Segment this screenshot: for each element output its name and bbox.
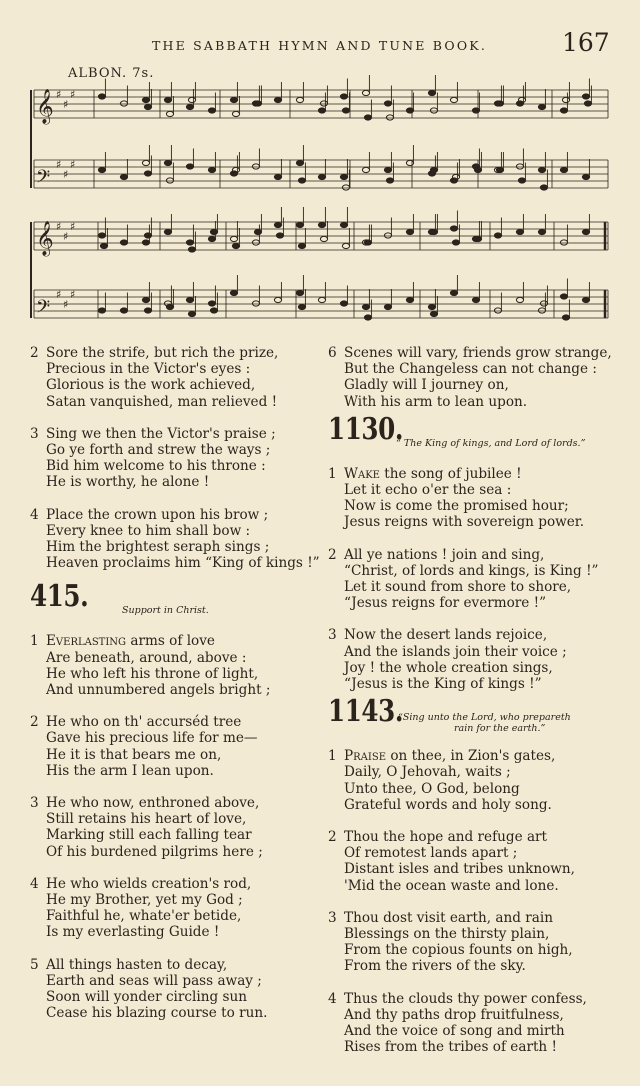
verse-line: Blessings on the thirsty plain, — [344, 926, 550, 943]
note-head — [450, 97, 457, 102]
line-text: Sore the strife, but rich the prize, — [46, 345, 279, 361]
note-head — [450, 290, 457, 295]
verse-line: “Jesus is the King of kings !” — [344, 676, 542, 693]
stanza — [30, 795, 320, 860]
verse-line: Gave his precious life for me— — [46, 730, 258, 747]
stanza — [30, 426, 320, 491]
verse-line — [328, 991, 628, 1007]
verse-line — [30, 795, 320, 811]
line-text: Thou dost visit earth, and rain — [344, 909, 553, 926]
note-head — [120, 174, 127, 179]
note-head — [254, 101, 261, 106]
note-head — [428, 90, 435, 95]
note-head — [188, 247, 195, 252]
hymn-title: rain for the earth.” — [454, 723, 546, 735]
line-text: Thou the hope and refuge art — [344, 829, 548, 846]
verse-line: Of his burdened pilgrims here ; — [46, 843, 263, 860]
verse-line: Distant isles and tribes unknown, — [344, 861, 575, 878]
note-head — [320, 101, 327, 106]
stanza — [30, 714, 320, 779]
verse-line: Now is come the promised hour; — [344, 498, 569, 515]
verse-line: Cease his blazing course to run. — [46, 1005, 268, 1022]
note-head — [496, 101, 503, 106]
note-head — [276, 233, 283, 238]
verse-line: Daily, O Jehovah, waits ; — [344, 764, 511, 781]
verse-line: He my Brother, yet my God ; — [46, 892, 243, 909]
note-head — [274, 297, 281, 302]
stanza-number: 4 — [30, 506, 39, 523]
note-head — [428, 304, 435, 309]
stanza-number: 1 — [328, 465, 337, 482]
stanza — [328, 829, 628, 894]
sharp-sign: ♯ — [56, 88, 62, 101]
note-head — [320, 236, 327, 241]
verse-line — [328, 829, 628, 845]
line-text: Place the crown upon his brow ; — [46, 506, 269, 523]
verse-line: Him the brightest seraph sings ; — [46, 539, 270, 556]
stanza-number: 2 — [328, 829, 337, 846]
stanza-number: 3 — [328, 627, 337, 644]
sharp-sign: ♯ — [56, 220, 62, 233]
note-head — [296, 97, 303, 102]
note-head — [538, 308, 545, 313]
note-head — [210, 308, 217, 313]
stanza-number: 5 — [30, 956, 39, 973]
note-head — [472, 297, 479, 302]
sharp-sign: ♯ — [56, 288, 62, 301]
note-head — [560, 167, 567, 172]
stanza — [328, 910, 628, 975]
note-head — [430, 229, 437, 234]
note-head — [208, 108, 215, 113]
sharp-sign: ♯ — [70, 288, 76, 301]
verse-line: Go ye forth and strew the ways ; — [46, 442, 271, 459]
note-head — [208, 236, 215, 241]
note-head — [230, 290, 237, 295]
note-head — [450, 178, 457, 183]
verse-line: Heaven proclaims him “King of kings !” — [46, 555, 320, 572]
stanza — [328, 547, 628, 612]
hymn-1130-heading — [328, 411, 628, 460]
line-text: Thus the clouds thy power confess, — [344, 990, 587, 1007]
verse-line: Gladly will I journey on, — [344, 377, 509, 394]
right-column — [328, 345, 628, 1072]
note-head — [230, 236, 237, 241]
stanza — [328, 466, 628, 531]
note-head — [274, 222, 281, 227]
verse-line: From the copious founts on high, — [344, 942, 573, 959]
note-head — [164, 229, 171, 234]
note-head — [584, 101, 591, 106]
stanza — [30, 957, 320, 1022]
note-head — [274, 174, 281, 179]
note-head — [318, 108, 325, 113]
stanza-number: 1 — [328, 748, 337, 765]
note-head — [342, 185, 349, 190]
note-head — [386, 115, 393, 120]
verse-line — [328, 627, 628, 643]
verse-line: Every knee to him shall bow : — [46, 522, 251, 539]
note-head — [296, 290, 303, 295]
note-head — [318, 297, 325, 302]
verse-line: Still retains his heart of love, — [46, 811, 247, 828]
note-head — [340, 301, 347, 306]
note-head — [98, 233, 105, 238]
bass-clef: 𝄢 — [36, 167, 51, 192]
hymn-1143-heading — [328, 694, 628, 742]
verse-line — [328, 547, 628, 563]
verse-line: Let it echo o'er the sea : — [344, 482, 512, 499]
note-head — [208, 301, 215, 306]
note-head — [452, 240, 459, 245]
treble-clef: 𝄞 — [36, 89, 54, 124]
note-head — [166, 111, 173, 116]
note-head — [560, 240, 567, 245]
first-word: Wake — [344, 465, 380, 482]
note-head — [516, 101, 523, 106]
stanza — [30, 345, 320, 410]
note-head — [384, 233, 391, 238]
note-head — [142, 160, 149, 165]
note-head — [298, 178, 305, 183]
note-head — [274, 97, 281, 102]
note-head — [516, 164, 523, 169]
note-head — [406, 108, 413, 113]
note-head — [364, 240, 371, 245]
note-head — [208, 167, 215, 172]
note-head — [164, 97, 171, 102]
note-head — [362, 90, 369, 95]
line-text: All things hasten to decay, — [46, 956, 228, 973]
note-head — [98, 167, 105, 172]
note-head — [582, 229, 589, 234]
stanza — [328, 991, 628, 1056]
note-head — [166, 304, 173, 309]
verse-line: Glorious is the work achieved, — [46, 377, 256, 394]
verse-line — [30, 714, 320, 730]
note-head — [186, 240, 193, 245]
verse-line — [328, 466, 628, 482]
first-word: Everlasting — [46, 633, 127, 650]
verse-line — [30, 633, 320, 649]
stanza — [30, 876, 320, 941]
verse-line: Satan vanquished, man relieved ! — [46, 393, 278, 410]
verse-line — [30, 345, 320, 361]
verse-line: Marking still each falling tear — [46, 827, 252, 844]
verse-line: His the arm I lean upon. — [46, 762, 214, 779]
note-head — [582, 94, 589, 99]
verse-line: Of remotest lands apart ; — [344, 845, 518, 862]
hymn-title: “Sing unto the Lord, who prepareth — [398, 712, 571, 724]
note-head — [496, 167, 503, 172]
note-head — [494, 233, 501, 238]
note-head — [318, 174, 325, 179]
note-head — [120, 308, 127, 313]
verse-line: Bid him welcome to his throne : — [46, 458, 266, 475]
left-column — [30, 345, 320, 1038]
note-head — [342, 243, 349, 248]
verse-line: From the rivers of the sky. — [344, 958, 526, 975]
note-head — [232, 111, 239, 116]
note-head — [560, 294, 567, 299]
verse-line — [30, 426, 320, 442]
note-head — [342, 108, 349, 113]
sharp-sign: ♯ — [63, 298, 69, 311]
note-head — [364, 115, 371, 120]
note-head — [582, 297, 589, 302]
verse-line: Soon will yonder circling sun — [46, 989, 247, 1006]
verse-line — [30, 957, 320, 973]
stanza-number: 3 — [30, 795, 39, 812]
note-head — [384, 167, 391, 172]
note-head — [142, 97, 149, 102]
sharp-sign: ♯ — [70, 88, 76, 101]
note-head — [362, 304, 369, 309]
sharp-sign: ♯ — [63, 98, 69, 111]
first-line-rest: on thee, in Zion's gates, — [386, 748, 556, 765]
hymn-number: 1130. — [328, 411, 403, 447]
note-head — [538, 104, 545, 109]
stanza — [328, 345, 628, 410]
note-head — [384, 304, 391, 309]
stanza-number: 3 — [30, 425, 39, 442]
verse-line — [328, 748, 628, 764]
note-head — [166, 178, 173, 183]
note-head — [144, 308, 151, 313]
note-head — [474, 167, 481, 172]
note-head — [252, 164, 259, 169]
verse-line: Let it sound from shore to shore, — [344, 579, 572, 596]
note-head — [406, 160, 413, 165]
note-head — [384, 101, 391, 106]
verse-line — [30, 507, 320, 523]
verse-line: He is worthy, he alone ! — [46, 474, 210, 491]
stanza-number: 2 — [30, 714, 39, 731]
note-head — [362, 167, 369, 172]
note-head — [210, 229, 217, 234]
stanza-number: 3 — [328, 909, 337, 926]
hymn-number: 415. — [30, 579, 89, 615]
stanza-number: 1 — [30, 633, 39, 650]
line-text: He who now, enthroned above, — [46, 795, 260, 812]
hymn-title: “ The King of kings, and Lord of lords.” — [396, 437, 586, 449]
verse-line: Faithful he, whate'er betide, — [46, 908, 242, 925]
note-head — [538, 229, 545, 234]
note-head — [144, 104, 151, 109]
stanza — [328, 627, 628, 692]
note-head — [144, 171, 151, 176]
note-head — [540, 301, 547, 306]
verse-line: Grateful words and holy song. — [344, 796, 552, 813]
treble-clef: 𝄞 — [36, 221, 54, 256]
verse-line — [328, 345, 628, 361]
first-line-rest: the song of jubilee ! — [379, 465, 522, 482]
verse-line: And the islands join their voice ; — [344, 643, 567, 660]
sharp-sign: ♯ — [56, 158, 62, 171]
verse-line: And thy paths drop fruitfulness, — [344, 1006, 564, 1023]
note-head — [252, 301, 259, 306]
note-head — [142, 297, 149, 302]
note-head — [186, 104, 193, 109]
note-head — [164, 160, 171, 165]
note-head — [100, 243, 107, 248]
verse-line: Joy ! the whole creation sings, — [344, 659, 553, 676]
stanza — [30, 507, 320, 572]
note-head — [186, 164, 193, 169]
note-head — [474, 236, 481, 241]
note-head — [296, 222, 303, 227]
note-head — [252, 240, 259, 245]
running-title: THE SABBATH HYMN AND TUNE BOOK. — [152, 38, 488, 53]
note-head — [120, 240, 127, 245]
line-text: Sing we then the Victor's praise ; — [46, 425, 276, 442]
note-head — [230, 97, 237, 102]
verse-line: With his arm to lean upon. — [344, 393, 528, 410]
note-head — [318, 222, 325, 227]
verse-line — [30, 876, 320, 892]
note-head — [340, 222, 347, 227]
note-head — [144, 233, 151, 238]
note-head — [188, 97, 195, 102]
note-head — [340, 94, 347, 99]
line-text: Scenes will vary, friends grow strange, — [344, 345, 612, 361]
verse-line: Jesus reigns with sovereign power. — [344, 514, 585, 531]
note-head — [232, 243, 239, 248]
note-head — [188, 311, 195, 316]
note-head — [516, 297, 523, 302]
line-text: He who wields creation's rod, — [46, 875, 252, 892]
note-head — [518, 178, 525, 183]
first-line-rest: arms of love — [126, 633, 215, 650]
line-text: He who on th' accurséd tree — [46, 714, 242, 731]
sharp-sign: ♯ — [70, 220, 76, 233]
verse-line: And unnumbered angels bright ; — [46, 682, 271, 699]
stanza — [328, 748, 628, 813]
note-head — [406, 229, 413, 234]
note-head — [98, 94, 105, 99]
note-head — [296, 160, 303, 165]
note-head — [582, 174, 589, 179]
note-head — [450, 226, 457, 231]
note-head — [538, 167, 545, 172]
verse-line: But the Changeless can not change : — [344, 361, 597, 378]
sharp-sign: ♯ — [63, 230, 69, 243]
note-head — [230, 171, 237, 176]
note-head — [430, 167, 437, 172]
stanza — [30, 633, 320, 698]
note-head — [430, 108, 437, 113]
note-head — [254, 229, 261, 234]
note-head — [430, 311, 437, 316]
note-head — [516, 229, 523, 234]
note-head — [562, 315, 569, 320]
verse-line: And the voice of song and mirth — [344, 1023, 565, 1040]
hymn-title: Support in Christ. — [122, 605, 209, 617]
stanza-number: 4 — [30, 875, 39, 892]
first-word: Praise — [344, 748, 386, 765]
stanza-number: 4 — [328, 990, 337, 1007]
sharp-sign: ♯ — [70, 158, 76, 171]
note-head — [494, 308, 501, 313]
sharp-sign: ♯ — [63, 168, 69, 181]
verse-line: “Christ, of lords and kings, is King !” — [344, 562, 599, 579]
verse-line: He who left his throne of light, — [46, 665, 259, 682]
verse-line: Are beneath, around, above : — [46, 649, 247, 666]
verse-line: He it is that bears me on, — [46, 746, 222, 763]
tune-name: ALBON. 7s. — [68, 66, 155, 81]
page-number: 167 — [562, 28, 610, 57]
stanza-number: 2 — [328, 546, 337, 563]
stanza-number: 6 — [328, 345, 337, 361]
hymn-number: 1143. — [328, 694, 403, 730]
bass-clef: 𝄢 — [36, 297, 51, 322]
note-head — [98, 308, 105, 313]
line-text: Now the desert lands rejoice, — [344, 627, 548, 644]
note-head — [540, 185, 547, 190]
note-head — [472, 108, 479, 113]
verse-line: “Jesus reigns for evermore !” — [344, 595, 547, 612]
verse-line: Rises from the tribes of earth ! — [344, 1039, 557, 1056]
note-head — [298, 243, 305, 248]
note-head — [120, 101, 127, 106]
hymn-415-heading — [30, 579, 320, 627]
music-score — [0, 0, 640, 345]
note-head — [386, 178, 393, 183]
note-head — [186, 297, 193, 302]
verse-line: Earth and seas will pass away ; — [46, 972, 262, 989]
verse-line — [328, 910, 628, 926]
verse-line: Unto thee, O God, belong — [344, 780, 520, 797]
note-head — [340, 174, 347, 179]
stanza-number: 2 — [30, 345, 39, 361]
note-head — [406, 297, 413, 302]
verse-line: Is my everlasting Guide ! — [46, 924, 220, 941]
line-text: All ye nations ! join and sing, — [344, 546, 545, 563]
note-head — [364, 315, 371, 320]
note-head — [298, 304, 305, 309]
verse-line: 'Mid the ocean waste and lone. — [344, 877, 559, 894]
note-head — [562, 97, 569, 102]
note-head — [142, 240, 149, 245]
note-head — [560, 108, 567, 113]
verse-line: Precious in the Victor's eyes : — [46, 361, 251, 378]
